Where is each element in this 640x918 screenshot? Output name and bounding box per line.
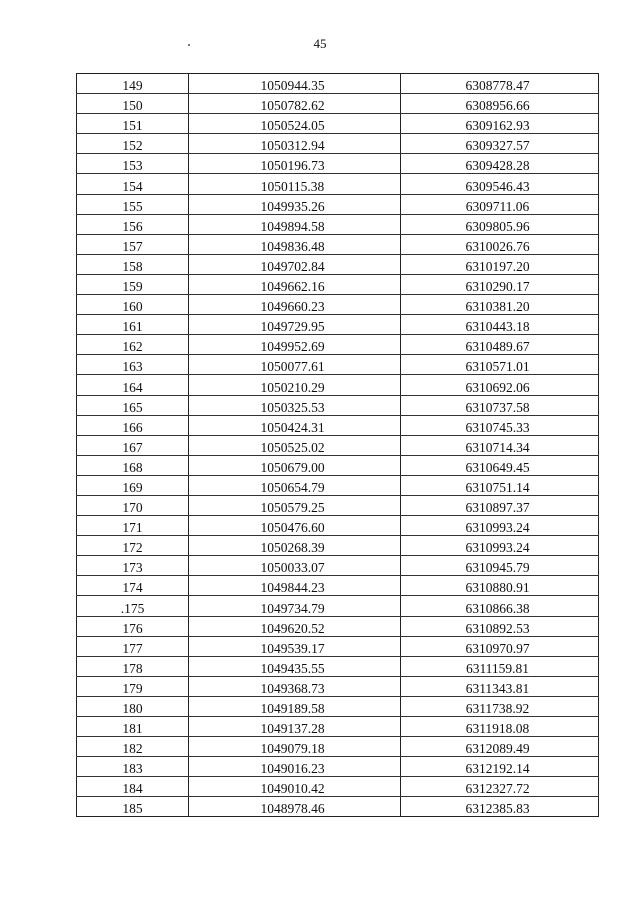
x-coordinate-cell: 1049539.17 [189, 636, 401, 656]
y-coordinate-cell: 6310026.76 [401, 234, 599, 254]
page-number: 45 [313, 36, 327, 51]
coordinates-table [76, 73, 599, 817]
point-number-cell: 161 [77, 315, 189, 335]
point-number-cell: 181 [77, 717, 189, 737]
point-number-cell: 150 [77, 94, 189, 114]
x-coordinate-cell: 1049010.42 [189, 777, 401, 797]
point-number-cell: 174 [77, 576, 189, 596]
x-coordinate-cell: 1049836.48 [189, 234, 401, 254]
point-number-cell: .175 [77, 596, 189, 616]
y-coordinate-cell: 6309162.93 [401, 114, 599, 134]
y-coordinate-cell: 6311918.08 [401, 717, 599, 737]
y-coordinate-cell: 6309327.57 [401, 134, 599, 154]
y-coordinate-cell: 6310197.20 [401, 254, 599, 274]
x-coordinate-cell: 1050476.60 [189, 516, 401, 536]
point-number-cell: 185 [77, 797, 189, 817]
point-number-cell: 156 [77, 214, 189, 234]
x-coordinate-cell: 1050268.39 [189, 536, 401, 556]
y-coordinate-cell: 6310649.45 [401, 455, 599, 475]
table-row [77, 154, 599, 174]
y-coordinate-cell: 6308956.66 [401, 94, 599, 114]
y-coordinate-cell: 6310880.91 [401, 576, 599, 596]
y-coordinate-cell: 6310945.79 [401, 556, 599, 576]
y-coordinate-cell: 6309805.96 [401, 214, 599, 234]
y-coordinate-cell: 6310443.18 [401, 315, 599, 335]
table-row [77, 254, 599, 274]
table-row [77, 757, 599, 777]
point-number-cell: 162 [77, 335, 189, 355]
x-coordinate-cell: 1050654.79 [189, 475, 401, 495]
y-coordinate-cell: 6310290.17 [401, 274, 599, 294]
table-row [77, 495, 599, 515]
x-coordinate-cell: 1050525.02 [189, 435, 401, 455]
y-coordinate-cell: 6310970.97 [401, 636, 599, 656]
x-coordinate-cell: 1049935.26 [189, 194, 401, 214]
x-coordinate-cell: 1050524.05 [189, 114, 401, 134]
table-row [77, 616, 599, 636]
table-row [77, 355, 599, 375]
table-row [77, 475, 599, 495]
y-coordinate-cell: 6308778.47 [401, 74, 599, 94]
x-coordinate-cell: 1050424.31 [189, 415, 401, 435]
table-row [77, 194, 599, 214]
point-number-cell: 165 [77, 395, 189, 415]
point-number-cell: 183 [77, 757, 189, 777]
scan-speck [188, 44, 190, 46]
x-coordinate-cell: 1049620.52 [189, 616, 401, 636]
point-number-cell: 179 [77, 676, 189, 696]
x-coordinate-cell: 1049662.16 [189, 274, 401, 294]
x-coordinate-cell: 1049952.69 [189, 335, 401, 355]
point-number-cell: 163 [77, 355, 189, 375]
y-coordinate-cell: 6311159.81 [401, 656, 599, 676]
point-number-cell: 153 [77, 154, 189, 174]
point-number-cell: 172 [77, 536, 189, 556]
table-row [77, 536, 599, 556]
point-number-cell: 170 [77, 495, 189, 515]
y-coordinate-cell: 6310489.67 [401, 335, 599, 355]
table-row [77, 696, 599, 716]
table-row [77, 596, 599, 616]
point-number-cell: 159 [77, 274, 189, 294]
y-coordinate-cell: 6310745.33 [401, 415, 599, 435]
y-coordinate-cell: 6309546.43 [401, 174, 599, 194]
y-coordinate-cell: 6310692.06 [401, 375, 599, 395]
point-number-cell: 176 [77, 616, 189, 636]
point-number-cell: 178 [77, 656, 189, 676]
point-number-cell: 177 [77, 636, 189, 656]
table-row [77, 234, 599, 254]
y-coordinate-cell: 6310993.24 [401, 536, 599, 556]
table-row [77, 797, 599, 817]
x-coordinate-cell: 1049660.23 [189, 295, 401, 315]
table-row [77, 415, 599, 435]
y-coordinate-cell: 6312385.83 [401, 797, 599, 817]
y-coordinate-cell: 6309711.06 [401, 194, 599, 214]
x-coordinate-cell: 1049894.58 [189, 214, 401, 234]
table-row [77, 455, 599, 475]
x-coordinate-cell: 1050579.25 [189, 495, 401, 515]
x-coordinate-cell: 1050210.29 [189, 375, 401, 395]
table-row [77, 274, 599, 294]
y-coordinate-cell: 6312327.72 [401, 777, 599, 797]
x-coordinate-cell: 1050033.07 [189, 556, 401, 576]
table-row [77, 214, 599, 234]
x-coordinate-cell: 1049435.55 [189, 656, 401, 676]
x-coordinate-cell: 1049702.84 [189, 254, 401, 274]
table-row [77, 576, 599, 596]
coordinates-table-body [77, 74, 599, 817]
y-coordinate-cell: 6310737.58 [401, 395, 599, 415]
point-number-cell: 160 [77, 295, 189, 315]
table-row [77, 375, 599, 395]
point-number-cell: 169 [77, 475, 189, 495]
table-row [77, 174, 599, 194]
y-coordinate-cell: 6310866.38 [401, 596, 599, 616]
x-coordinate-cell: 1049368.73 [189, 676, 401, 696]
point-number-cell: 155 [77, 194, 189, 214]
y-coordinate-cell: 6310897.37 [401, 495, 599, 515]
point-number-cell: 152 [77, 134, 189, 154]
point-number-cell: 184 [77, 777, 189, 797]
table-row [77, 777, 599, 797]
x-coordinate-cell: 1048978.46 [189, 797, 401, 817]
y-coordinate-cell: 6311738.92 [401, 696, 599, 716]
table-row [77, 737, 599, 757]
x-coordinate-cell: 1050679.00 [189, 455, 401, 475]
point-number-cell: 154 [77, 174, 189, 194]
y-coordinate-cell: 6312192.14 [401, 757, 599, 777]
x-coordinate-cell: 1050944.35 [189, 74, 401, 94]
y-coordinate-cell: 6312089.49 [401, 737, 599, 757]
table-row [77, 556, 599, 576]
table-row [77, 656, 599, 676]
point-number-cell: 180 [77, 696, 189, 716]
x-coordinate-cell: 1049844.23 [189, 576, 401, 596]
x-coordinate-cell: 1049079.18 [189, 737, 401, 757]
x-coordinate-cell: 1049734.79 [189, 596, 401, 616]
y-coordinate-cell: 6310571.01 [401, 355, 599, 375]
table-row [77, 134, 599, 154]
x-coordinate-cell: 1050196.73 [189, 154, 401, 174]
y-coordinate-cell: 6310892.53 [401, 616, 599, 636]
x-coordinate-cell: 1049016.23 [189, 757, 401, 777]
x-coordinate-cell: 1049137.28 [189, 717, 401, 737]
y-coordinate-cell: 6310714.34 [401, 435, 599, 455]
x-coordinate-cell: 1050115.38 [189, 174, 401, 194]
y-coordinate-cell: 6309428.28 [401, 154, 599, 174]
y-coordinate-cell: 6310751.14 [401, 475, 599, 495]
point-number-cell: 157 [77, 234, 189, 254]
table-row [77, 295, 599, 315]
x-coordinate-cell: 1049189.58 [189, 696, 401, 716]
point-number-cell: 168 [77, 455, 189, 475]
x-coordinate-cell: 1050077.61 [189, 355, 401, 375]
table-row [77, 516, 599, 536]
table-row [77, 435, 599, 455]
point-number-cell: 167 [77, 435, 189, 455]
point-number-cell: 182 [77, 737, 189, 757]
point-number-cell: 158 [77, 254, 189, 274]
table-row [77, 94, 599, 114]
point-number-cell: 149 [77, 74, 189, 94]
table-row [77, 114, 599, 134]
y-coordinate-cell: 6310381.20 [401, 295, 599, 315]
point-number-cell: 171 [77, 516, 189, 536]
table-row [77, 636, 599, 656]
x-coordinate-cell: 1050782.62 [189, 94, 401, 114]
table-row [77, 335, 599, 355]
x-coordinate-cell: 1050312.94 [189, 134, 401, 154]
point-number-cell: 151 [77, 114, 189, 134]
table-row [77, 717, 599, 737]
table-row [77, 676, 599, 696]
table-row [77, 74, 599, 94]
y-coordinate-cell: 6310993.24 [401, 516, 599, 536]
x-coordinate-cell: 1049729.95 [189, 315, 401, 335]
y-coordinate-cell: 6311343.81 [401, 676, 599, 696]
table-row [77, 395, 599, 415]
table-row [77, 315, 599, 335]
point-number-cell: 164 [77, 375, 189, 395]
x-coordinate-cell: 1050325.53 [189, 395, 401, 415]
point-number-cell: 173 [77, 556, 189, 576]
point-number-cell: 166 [77, 415, 189, 435]
